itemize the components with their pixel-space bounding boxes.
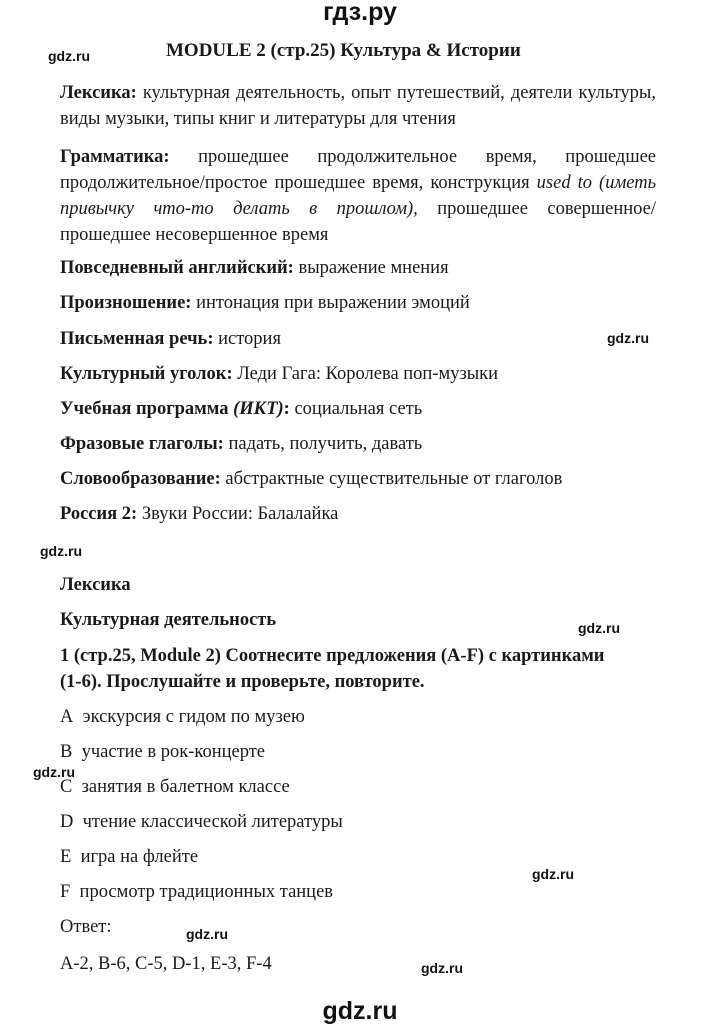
topic-text: выражение мнения (293, 258, 449, 278)
section-heading: Лексика (60, 575, 131, 595)
topic-text: прошедшее продолжительное время, прошедшее продолжительное/простое прошедшее время, конструкция (60, 147, 656, 193)
topic-text: социальная сеть (289, 399, 423, 419)
topic-label: Словообразование: (60, 469, 221, 489)
topic-label: Произношение: (60, 293, 192, 313)
topic-text: падать, получить, давать (223, 434, 423, 454)
topic-lexis (60, 80, 656, 132)
topic-russia (60, 504, 338, 525)
topic-word-formation (60, 469, 562, 490)
topic-text: культурная деятельность, опыт путешествий, деятели культуры, виды музыки, типы книг и литературы для чтения (60, 83, 656, 129)
top-watermark: гдз.ру (323, 0, 397, 26)
watermark: gdz.ru (186, 926, 228, 942)
topic-grammar (60, 144, 656, 248)
page-title: MODULE 2 (стр.25) Культура & Истории (166, 40, 521, 61)
topic-pronunciation (60, 293, 470, 314)
bottom-watermark: gdz.ru (322, 997, 398, 1025)
topic-text: прошедшее совершенное/ прошедшее несовершенное время (60, 199, 656, 245)
exercise-item-a: A экскурсия с гидом по музею (60, 707, 305, 727)
exercise-item-e: E игра на флейте (60, 847, 199, 867)
topic-label: Повседневный английский: (60, 258, 294, 278)
topic-curriculum (60, 399, 422, 420)
topic-label: Письменная речь: (60, 329, 214, 349)
exercise-item-b: B участие в рок-концерте (60, 742, 266, 762)
topic-everyday-english (60, 258, 449, 279)
watermark: gdz.ru (532, 866, 574, 882)
watermark: gdz.ru (421, 960, 463, 976)
topic-label: Россия 2: (60, 504, 138, 524)
watermark: gdz.ru (607, 330, 649, 346)
topic-italic-text: used to (иметь привычку что-то делать в прошлом), (60, 173, 656, 219)
watermark: gdz.ru (33, 764, 75, 780)
topic-text: интонация при выражении эмоций (191, 293, 470, 313)
exercise-prompt-line2: (1-6). Прослушайте и проверьте, повторите. (60, 672, 425, 692)
topic-label: Грамматика: (60, 147, 170, 167)
topic-label: Учебная программа (ИКТ): (60, 399, 290, 419)
exercise-item-d: D чтение классической литературы (60, 812, 343, 832)
topic-text: история (213, 329, 281, 349)
topic-phrasal-verbs (60, 434, 422, 455)
topic-label: Лексика: (60, 83, 137, 103)
answer-text: A-2, B-6, C-5, D-1, E-3, F-4 (60, 954, 272, 974)
topic-writing (60, 329, 281, 350)
topic-text: Леди Гага: Королева поп-музыки (232, 364, 499, 384)
exercise-prompt-line1: 1 (стр.25, Module 2) Соотнесите предложения (A-F) с картинками (60, 646, 605, 666)
topic-label: Фразовые глаголы: (60, 434, 224, 454)
topic-label: Культурный уголок: (60, 364, 233, 384)
exercise-item-f: F просмотр традиционных танцев (60, 882, 334, 902)
subsection-heading: Культурная деятельность (60, 610, 277, 630)
topic-culture-corner (60, 364, 498, 385)
watermark: gdz.ru (48, 48, 90, 64)
topic-text: Звуки России: Балалайка (137, 504, 339, 524)
watermark: gdz.ru (578, 620, 620, 636)
answer-label: Ответ: (60, 917, 112, 937)
watermark: gdz.ru (40, 543, 82, 559)
topic-text: абстрактные существительные от глаголов (220, 469, 563, 489)
exercise-item-c: C занятия в балетном классе (60, 777, 290, 797)
